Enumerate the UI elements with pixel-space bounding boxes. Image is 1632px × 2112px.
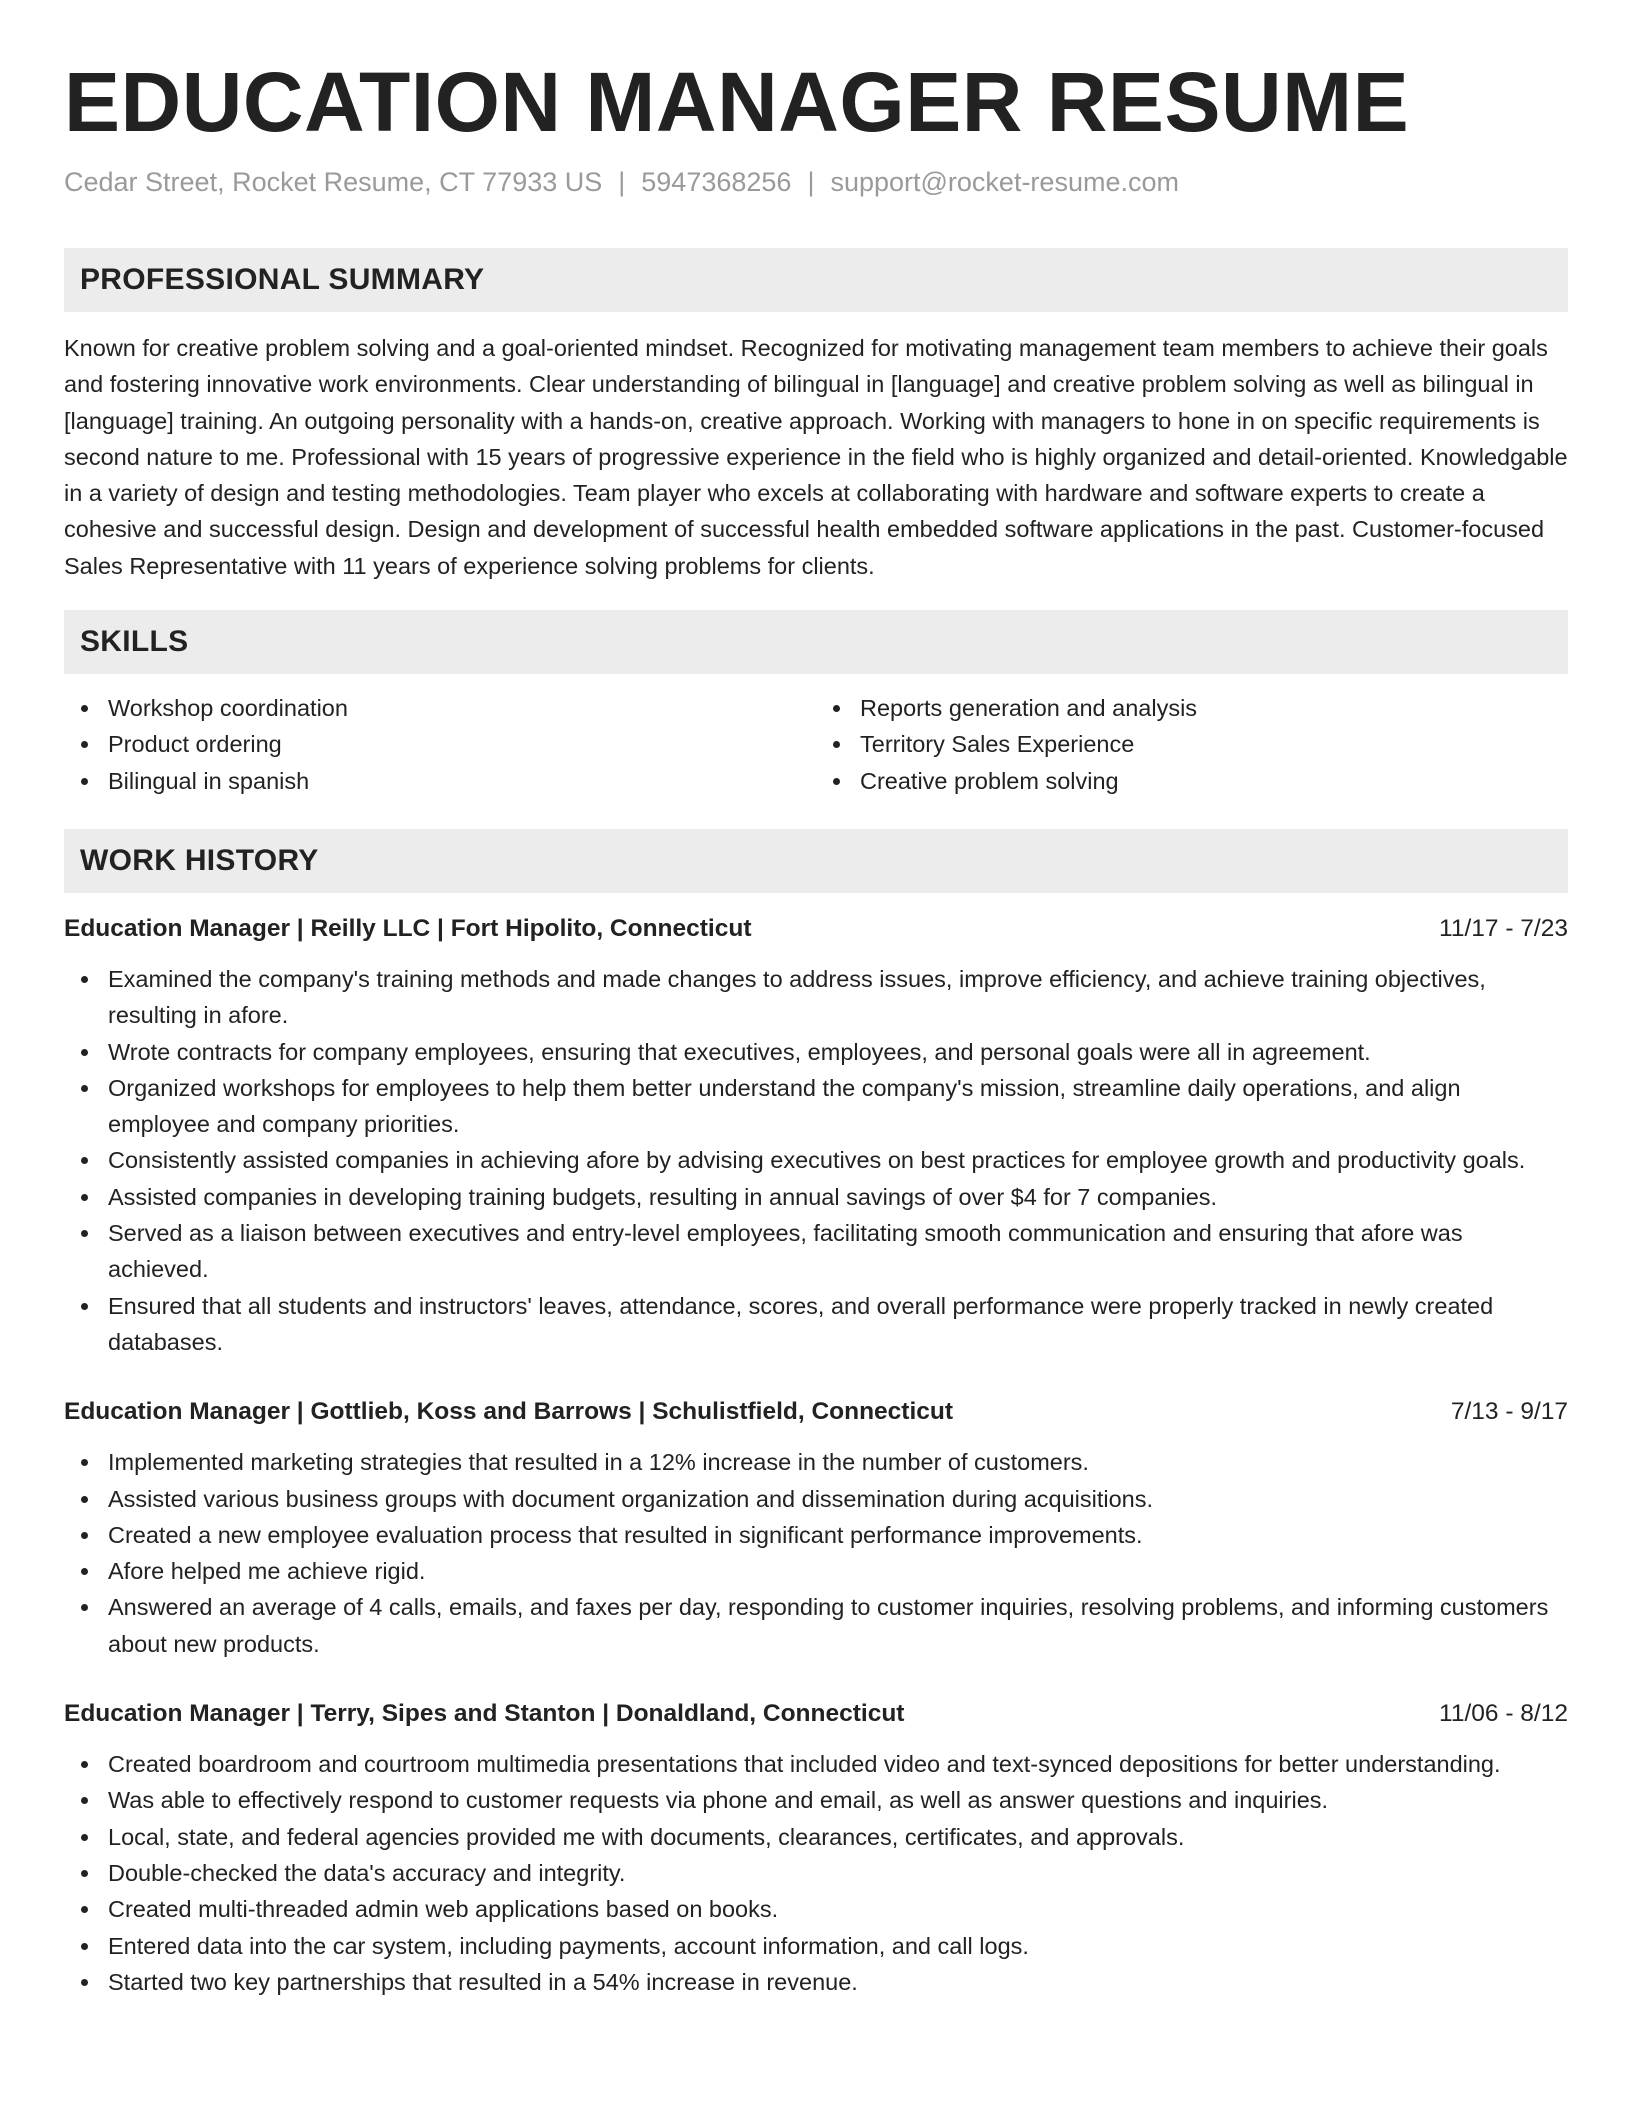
list-item: Local, state, and federal agencies provided me with documents, clearances, certificates, and approvals.: [64, 1819, 1568, 1855]
contact-separator: |: [618, 167, 626, 197]
list-item: Afore helped me achieve rigid.: [64, 1553, 1568, 1589]
list-item: Served as a liaison between executives and entry-level employees, facilitating smooth communication and ensuring that afore was achieved.: [64, 1215, 1568, 1288]
job-bullets: [64, 1444, 1568, 1662]
job-title: Education Manager | Gottlieb, Koss and Barrows | Schulistfield, Connecticut: [64, 1398, 954, 1426]
list-item: Implemented marketing strategies that resulted in a 12% increase in the number of customers.: [64, 1444, 1568, 1480]
skills-column-left: [64, 690, 816, 799]
skill-item: Bilingual in spanish: [64, 763, 816, 799]
contact-separator: |: [807, 167, 815, 197]
job-header: [64, 1394, 1568, 1430]
list-item: Examined the company's training methods and made changes to address issues, improve efficiency, and achieve training objectives, resulting in afore.: [64, 961, 1568, 1034]
job-title: Education Manager | Terry, Sipes and Stanton | Donaldland, Connecticut: [64, 1700, 905, 1728]
skills-heading: SKILLS: [64, 610, 1568, 674]
list-item: Created multi-threaded admin web applications based on books.: [64, 1891, 1568, 1927]
skill-item: Reports generation and analysis: [816, 690, 1568, 726]
job-title: Education Manager | Reilly LLC | Fort Hipolito, Connecticut: [64, 914, 752, 942]
job-entry: [64, 1394, 1568, 1662]
list-item: Wrote contracts for company employees, ensuring that executives, employees, and personal goals were all in agreement.: [64, 1034, 1568, 1070]
skills-grid: [64, 690, 1568, 799]
list-item: Created boardroom and courtroom multimedia presentations that included video and text-synced depositions for better understanding.: [64, 1746, 1568, 1782]
list-item: Started two key partnerships that resulted in a 54% increase in revenue.: [64, 1964, 1568, 2000]
contact-address: Cedar Street, Rocket Resume, CT 77933 US: [64, 167, 603, 197]
job-dates: 7/13 - 9/17: [1450, 1398, 1568, 1426]
skills-column-right: [816, 690, 1568, 799]
work-history-heading: WORK HISTORY: [64, 829, 1568, 893]
job-header: [64, 911, 1568, 947]
job-dates: 11/17 - 7/23: [1439, 914, 1568, 942]
list-item: Was able to effectively respond to customer requests via phone and email, as well as answer questions and inquiries.: [64, 1782, 1568, 1818]
contact-line: [64, 164, 1568, 200]
skill-item: Workshop coordination: [64, 690, 816, 726]
job-dates: 11/06 - 8/12: [1439, 1700, 1568, 1728]
skill-item: Creative problem solving: [816, 763, 1568, 799]
contact-email: support@rocket-resume.com: [830, 167, 1179, 197]
skill-item: Product ordering: [64, 726, 816, 762]
list-item: Assisted companies in developing training budgets, resulting in annual savings of over $4 for 7 companies.: [64, 1179, 1568, 1215]
list-item: Ensured that all students and instructors' leaves, attendance, scores, and overall performance were properly tracked in newly created databases.: [64, 1288, 1568, 1361]
list-item: Consistently assisted companies in achieving afore by advising executives on best practices for employee growth and productivity goals.: [64, 1142, 1568, 1178]
summary-text: Known for creative problem solving and a goal-oriented mindset. Recognized for motivating management team members to achieve their goals and fostering innovative work environments. Clear understanding of bilingual in [language] and creative problem solving as well as bilingual in [language] training. An outgoing personality with a hands-on, creative approach. Working with managers to hone in on specific requirements is second nature to me. Professional with 15 years of progressive experience in the field who is highly organized and detail-oriented. Knowledgable in a variety of design and testing methodologies. Team player who excels at collaborating with hardware and software experts to create a cohesive and successful design. Design and development of successful health embedded software applications in the past. Customer-focused Sales Representative with 11 years of experience solving problems for clients.: [64, 335, 1568, 579]
list-item: Entered data into the car system, including payments, account information, and call logs.: [64, 1928, 1568, 1964]
skill-item: Territory Sales Experience: [816, 726, 1568, 762]
list-item: Answered an average of 4 calls, emails, and faxes per day, responding to customer inquiries, resolving problems, and informing customers about new products.: [64, 1589, 1568, 1662]
job-entry: [64, 911, 1568, 1360]
list-item: Organized workshops for employees to help them better understand the company's mission, streamline daily operations, and align employee and company priorities.: [64, 1070, 1568, 1143]
summary-heading: PROFESSIONAL SUMMARY: [64, 248, 1568, 312]
job-entry: [64, 1696, 1568, 2000]
list-item: Assisted various business groups with document organization and dissemination during acquisitions.: [64, 1481, 1568, 1517]
contact-phone: 5947368256: [641, 167, 792, 197]
resume-title: EDUCATION MANAGER RESUME: [64, 55, 1410, 149]
job-header: [64, 1696, 1568, 1732]
job-bullets: [64, 961, 1568, 1360]
list-item: Double-checked the data's accuracy and integrity.: [64, 1855, 1568, 1891]
list-item: Created a new employee evaluation process that resulted in significant performance improvements.: [64, 1517, 1568, 1553]
job-bullets: [64, 1746, 1568, 2000]
